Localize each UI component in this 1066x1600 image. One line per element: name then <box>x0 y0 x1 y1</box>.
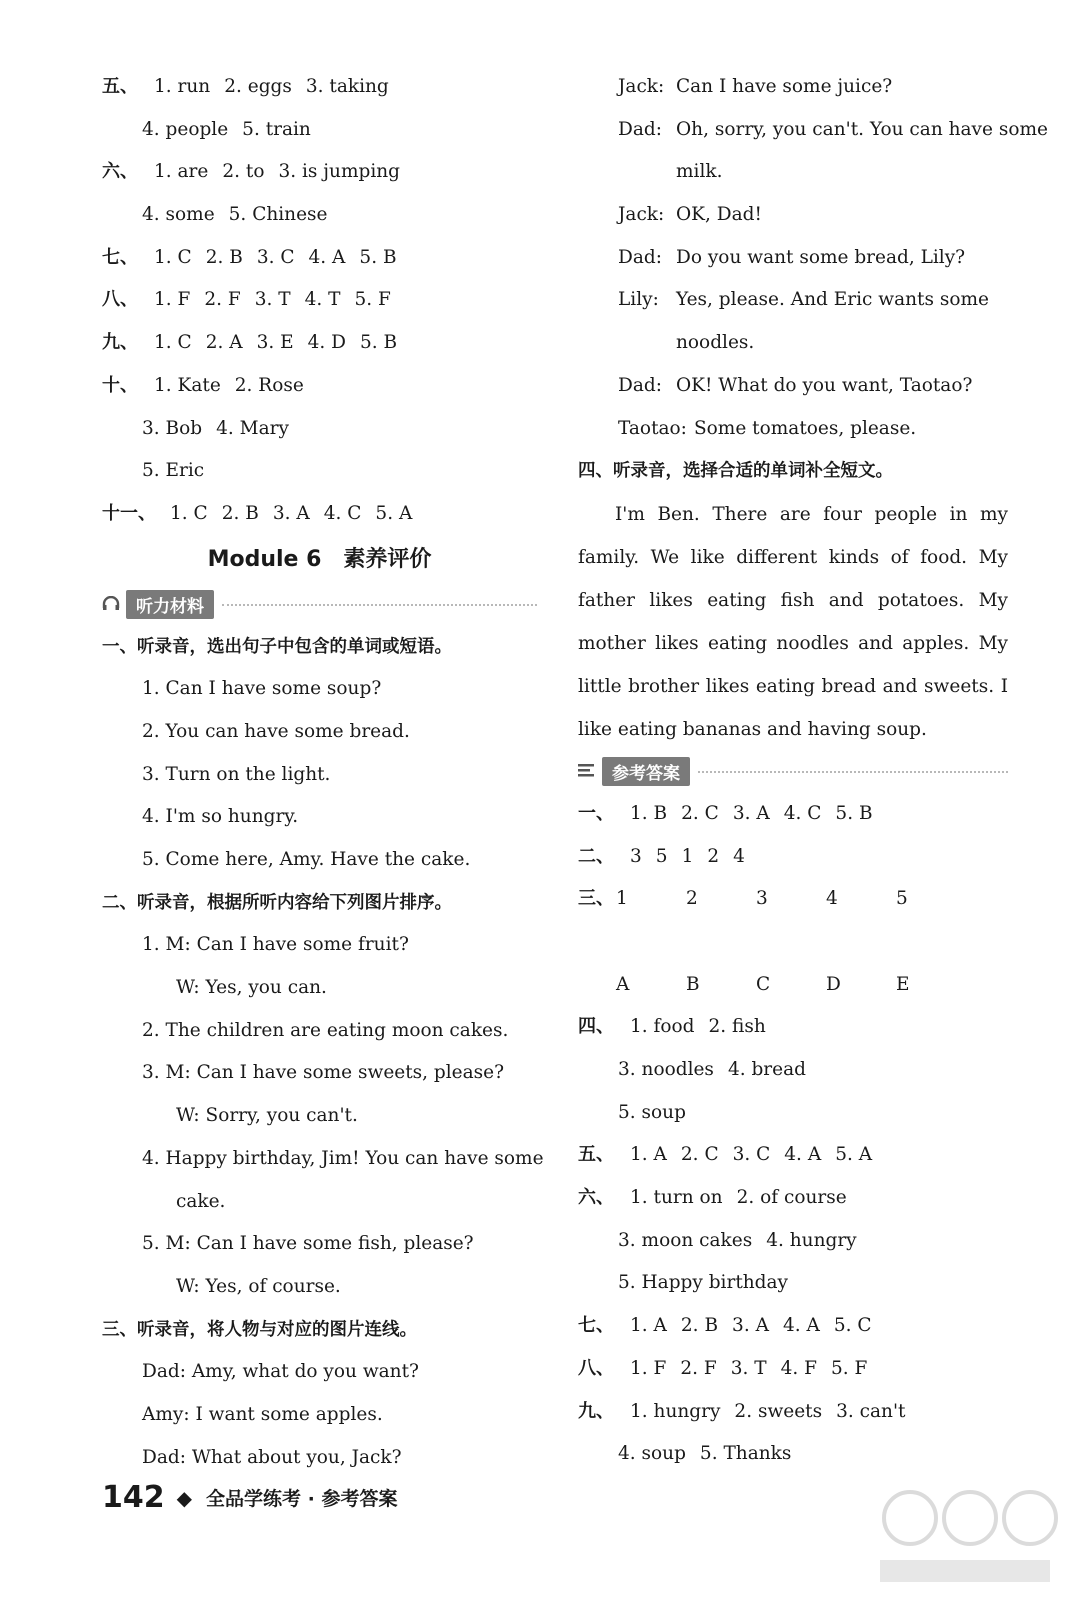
answer-item: 4. people <box>142 118 229 140</box>
answer-item: 5. C <box>833 1315 872 1337</box>
speaker-label: Lily: <box>618 289 659 311</box>
answer-item: 5. B <box>359 246 397 268</box>
answer-row <box>578 1305 1008 1348</box>
answer-label: 三、 <box>578 888 614 910</box>
section-heading: 四、听录音，选择合适的单词补全短文。 <box>578 461 893 482</box>
answer-item: 1. C <box>170 502 208 524</box>
match-number: 3 <box>756 888 768 910</box>
answer-item: 4. soup <box>618 1443 686 1465</box>
dialogue-text: Can I have some juice? <box>676 76 893 97</box>
answer-item: 3. A <box>732 802 770 824</box>
speaker-label: Jack: <box>618 76 665 97</box>
section-heading: 三、听录音，将人物与对应的图片连线。 <box>102 1319 417 1340</box>
answer-item: 2. C <box>680 1144 719 1166</box>
listening-sentence: 4. I'm so hungry. <box>142 806 299 828</box>
headphone-icon <box>102 595 126 614</box>
listening-sentence: 3. M: Can I have some sweets, please? <box>142 1062 504 1084</box>
answer-label: 五、 <box>578 1144 614 1166</box>
answer-item: 5 <box>655 845 668 867</box>
list-icon <box>578 762 602 781</box>
dialogue-text: Do you want some bread, Lily? <box>676 246 966 268</box>
answer-label: 二、 <box>578 845 614 867</box>
answer-item: 1 <box>681 845 694 867</box>
listening-sentence: 1. M: Can I have some fruit? <box>142 934 409 956</box>
answer-row <box>102 151 537 194</box>
speaker-label: Jack: <box>618 204 665 226</box>
match-numbers <box>616 888 966 909</box>
dialogue-text: Oh, sorry, you can't. You can have some <box>676 118 1048 140</box>
answer-label: 四、 <box>578 1016 614 1038</box>
answer-row <box>578 1006 1008 1049</box>
section-heading: 二、听录音，根据所听内容给下列图片排序。 <box>102 892 452 913</box>
listening-sentence: W: Yes, you can. <box>176 977 327 999</box>
answer-label: 五、 <box>102 76 138 97</box>
answer-item: 1. F <box>630 1357 667 1379</box>
dialogue-line <box>578 408 1008 451</box>
answer-row <box>102 237 537 280</box>
dialogue-line <box>578 322 1008 365</box>
answer-item: 4. A <box>784 1144 822 1166</box>
answer-row <box>102 66 537 109</box>
answer-row <box>102 493 537 536</box>
answer-item: 4. A <box>782 1315 820 1337</box>
answer-label: 九、 <box>578 1400 614 1422</box>
answer-row <box>578 1433 1008 1476</box>
answer-row <box>578 1391 1008 1434</box>
answer-item: 1. C <box>154 332 192 354</box>
dialogue-line: Amy: I want some apples. <box>142 1403 383 1425</box>
left-column <box>102 66 544 1479</box>
answer-item: 4. D <box>307 332 347 354</box>
answer-item: 5. A <box>375 502 413 524</box>
answer-item: 3. T <box>254 289 291 311</box>
answer-row <box>102 322 537 365</box>
answer-item: 4. some <box>142 204 215 226</box>
answers-block-top <box>102 66 537 536</box>
answer-item: 2. F <box>680 1357 717 1379</box>
answer-label: 九、 <box>102 332 138 354</box>
answer-item: 1. hungry <box>630 1400 721 1422</box>
answer-label: 十一、 <box>102 502 156 524</box>
answer-label: 八、 <box>578 1357 614 1379</box>
answer-row <box>102 450 537 493</box>
answer-item: 2 <box>707 845 720 867</box>
answer-item: 4. T <box>304 289 341 311</box>
answer-item: 3. A <box>732 1315 769 1337</box>
dialogue-line <box>578 151 1008 194</box>
answer-item: 1. A <box>630 1144 667 1166</box>
speaker-label: Taotao: <box>618 417 687 439</box>
match-letter: E <box>896 973 910 995</box>
book-title: 全品学练考 · 参考答案 <box>206 1488 398 1510</box>
answer-row <box>102 365 537 408</box>
match-number: 2 <box>686 888 698 910</box>
answer-item: 2. A <box>205 332 243 354</box>
answer-item: 4. hungry <box>766 1229 857 1251</box>
answer-item: 4. A <box>308 246 346 268</box>
dialogue-line <box>578 66 1008 109</box>
answer-item: 5. Eric <box>142 460 205 482</box>
answer-item: 3. is jumping <box>278 161 401 183</box>
dialogue-text: Yes, please. And Eric wants some <box>676 289 989 311</box>
section2-lines <box>102 924 544 1308</box>
answer-item: 3. E <box>256 332 294 354</box>
answer-row <box>578 836 1008 879</box>
divider <box>222 604 537 606</box>
listening-sentence: 5. Come here, Amy. Have the cake. <box>142 849 471 870</box>
match-letter: D <box>826 973 841 995</box>
answer-item: 1. are <box>154 161 209 183</box>
answer-item: 1. Kate <box>154 374 221 396</box>
dialogue-line <box>578 109 1048 152</box>
passage-text: I'm Ben. There are four people in my family. We like different kinds of food. My father likes eating fish and potatoes. My mother likes eating noodles and apples. My little brother likes eating bread and sweets. I like eating bananas and having soup. <box>578 503 1008 740</box>
listening-sentence: 5. M: Can I have some fish, please? <box>142 1233 474 1255</box>
match-letter: C <box>756 973 771 995</box>
answer-item: 2. sweets <box>734 1400 823 1422</box>
section1-lines <box>102 668 537 881</box>
answer-item: 5. Chinese <box>228 204 328 226</box>
listening-section-header <box>102 584 537 626</box>
answer-item: 3. C <box>732 1144 771 1166</box>
answer-item: 1. food <box>630 1016 695 1038</box>
listening-sentence: W: Sorry, you can't. <box>176 1105 358 1127</box>
answer-item: 2. Rose <box>234 374 304 396</box>
answer-item: 3. Bob <box>142 417 203 439</box>
answer-item: 5. Happy birthday <box>618 1272 788 1294</box>
answer-item: 2. eggs <box>224 76 292 97</box>
answer-item: 5. F <box>354 289 391 311</box>
answer-item: 5. A <box>835 1144 873 1166</box>
answer-item: 3. moon cakes <box>618 1229 753 1251</box>
answers-badge: 参考答案 <box>602 757 690 786</box>
answer-item: 1. F <box>154 289 191 311</box>
answer-item: 4. C <box>323 502 362 524</box>
answer-item: 3. can't <box>836 1400 906 1422</box>
listening-sentence: 2. You can have some bread. <box>142 720 410 742</box>
speaker-label: Dad: <box>618 118 662 140</box>
answer-row <box>578 793 1008 836</box>
diamond-icon: ◆ <box>176 1485 193 1510</box>
answer-row <box>578 1220 1008 1263</box>
answer-item: 2. to <box>222 161 265 183</box>
answer-item: 1. C <box>154 246 192 268</box>
dialogue-line: Dad: What about you, Jack? <box>142 1446 402 1468</box>
answer-row <box>102 279 537 322</box>
dialogue-line: Dad: Amy, what do you want? <box>142 1361 419 1383</box>
answer-item: 5. B <box>360 332 398 354</box>
answer-item: 3. T <box>730 1357 767 1379</box>
match-numbers-row <box>578 878 1008 921</box>
answer-row <box>578 1092 1008 1135</box>
spacer <box>578 921 1008 964</box>
answers-section-header <box>578 751 1008 793</box>
answer-item: 4. bread <box>727 1059 806 1080</box>
answer-row <box>578 1348 1008 1391</box>
match-number: 4 <box>826 888 838 910</box>
answer-item: 5. train <box>242 118 311 140</box>
answer-item: 4. F <box>780 1357 817 1379</box>
answers-block <box>578 793 1008 878</box>
speaker-label: Dad: <box>618 246 662 268</box>
answer-row <box>102 408 537 451</box>
answer-label: 一、 <box>578 802 614 824</box>
section4-paragraph <box>578 493 1008 751</box>
section3-lines <box>102 1351 537 1479</box>
dialogue-text: OK! What do you want, Taotao? <box>676 374 973 396</box>
answer-item: 2. B <box>221 502 259 524</box>
answer-row <box>578 1049 1008 1092</box>
watermark-logo <box>870 1478 1060 1588</box>
answer-item: 2. B <box>205 246 243 268</box>
dialogue-text: noodles. <box>676 332 755 354</box>
page-footer <box>102 1480 397 1515</box>
answer-item: 3. taking <box>305 76 389 97</box>
dialogue-line <box>578 237 1008 280</box>
answer-item: 3 <box>630 845 642 867</box>
dialogue-line <box>578 194 1008 237</box>
listening-sentence: 1. Can I have some soup? <box>142 678 382 700</box>
dialogue-line <box>578 365 1008 408</box>
page-number: 142 <box>102 1480 165 1515</box>
answer-item: 3. noodles <box>618 1059 714 1080</box>
answer-item: 1. A <box>630 1315 667 1337</box>
dialogue-block <box>578 66 1048 450</box>
answer-label: 十、 <box>102 374 138 396</box>
answer-row <box>102 194 537 237</box>
answer-item: 1. run <box>154 76 211 97</box>
answer-item: 5. B <box>835 802 873 824</box>
answer-label: 六、 <box>578 1187 614 1209</box>
answer-row <box>578 1177 1008 1220</box>
answer-label: 八、 <box>102 289 138 311</box>
divider <box>698 771 1008 773</box>
answer-item: 5. soup <box>618 1101 686 1123</box>
answer-item: 5. F <box>831 1357 868 1379</box>
answer-label: 七、 <box>578 1315 614 1337</box>
answer-row <box>102 109 537 152</box>
answer-row <box>578 1262 1008 1305</box>
answer-row <box>578 1134 1008 1177</box>
listening-sentence: 2. The children are eating moon cakes. <box>142 1019 509 1041</box>
match-letters <box>616 974 966 995</box>
answer-item: 2. B <box>680 1315 719 1337</box>
answer-item: 3. A <box>272 502 310 524</box>
answers-block <box>578 1006 1008 1476</box>
match-letter: A <box>616 973 630 995</box>
listening-sentence: 3. Turn on the light. <box>142 763 331 785</box>
dialogue-text: milk. <box>676 161 723 183</box>
match-number: 5 <box>896 888 908 910</box>
answer-label: 七、 <box>102 246 138 268</box>
module-title: Module 6 素养评价 <box>207 546 432 572</box>
listening-badge: 听力材料 <box>126 590 214 619</box>
right-column <box>578 66 1048 1476</box>
answer-item: 4. C <box>783 802 822 824</box>
answer-item: 3. C <box>256 246 295 268</box>
listening-sentence: W: Yes, of course. <box>176 1275 341 1297</box>
match-letter: B <box>686 973 700 995</box>
listening-sentence: 4. Happy birthday, Jim! You can have some <box>142 1147 544 1169</box>
match-letters-row <box>578 964 1008 1007</box>
answer-item: 2. F <box>204 289 241 311</box>
listening-sentence: cake. <box>176 1190 226 1212</box>
answer-item: 1. turn on <box>630 1187 723 1209</box>
answer-item: 2. fish <box>708 1016 766 1038</box>
answer-item: 2. C <box>681 802 719 824</box>
answer-item: 5. Thanks <box>699 1443 792 1465</box>
answer-label: 六、 <box>102 161 138 183</box>
section-heading: 一、听录音，选出句子中包含的单词或短语。 <box>102 636 452 657</box>
answer-item: 4. Mary <box>216 417 289 439</box>
dialogue-text: Some tomatoes, please. <box>694 417 917 439</box>
answer-item: 2. of course <box>736 1187 847 1209</box>
dialogue-text: OK, Dad! <box>676 204 762 226</box>
speaker-label: Dad: <box>618 374 662 396</box>
dialogue-line <box>578 279 1008 322</box>
answer-item: 1. B <box>630 802 668 824</box>
answer-item: 4 <box>733 845 745 867</box>
match-number: 1 <box>616 888 628 910</box>
